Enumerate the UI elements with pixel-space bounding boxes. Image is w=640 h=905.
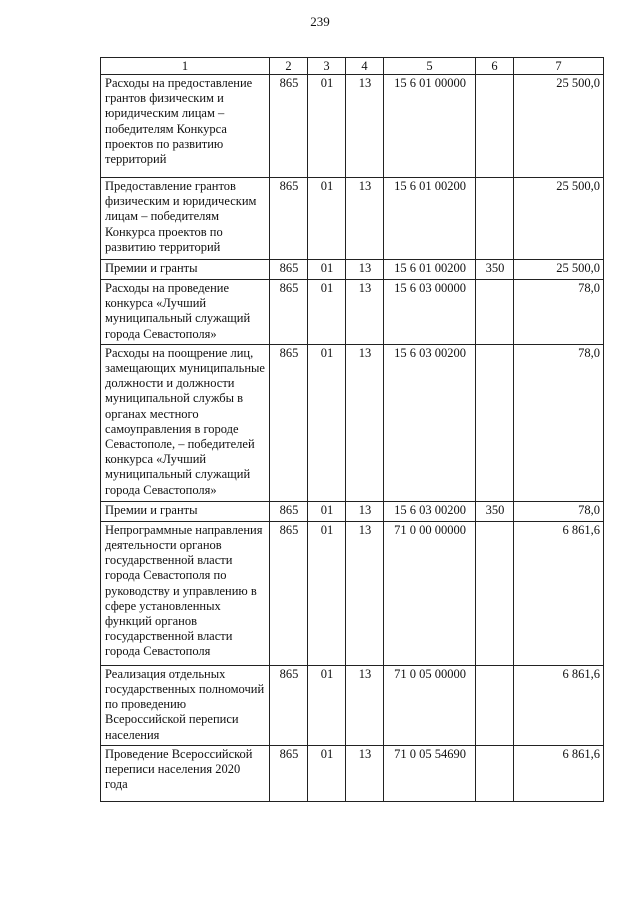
table-row bbox=[101, 280, 604, 345]
row-section-cell: 01 bbox=[308, 280, 346, 345]
header-cell: 6 bbox=[476, 58, 514, 75]
row-name-cell: Премии и гранты bbox=[101, 501, 270, 521]
row-type-cell bbox=[476, 665, 514, 745]
header-cell: 5 bbox=[384, 58, 476, 75]
row-name-cell: Расходы на предоставление грантов физическим и юридическим лицам – победителям Конкурса проектов по развитию территорий bbox=[101, 75, 270, 178]
row-section-cell: 01 bbox=[308, 745, 346, 801]
row-type-cell bbox=[476, 344, 514, 501]
row-code-cell: 865 bbox=[270, 178, 308, 260]
row-section-cell: 01 bbox=[308, 344, 346, 501]
row-type-cell bbox=[476, 745, 514, 801]
table-row bbox=[101, 178, 604, 260]
row-target-cell: 15 6 01 00000 bbox=[384, 75, 476, 178]
header-cell: 7 bbox=[514, 58, 604, 75]
header-cell: 4 bbox=[346, 58, 384, 75]
row-target-cell: 15 6 01 00200 bbox=[384, 260, 476, 280]
row-amount-cell: 25 500,0 bbox=[514, 75, 604, 178]
row-code-cell: 865 bbox=[270, 745, 308, 801]
row-subsection-cell: 13 bbox=[346, 260, 384, 280]
row-section-cell: 01 bbox=[308, 665, 346, 745]
row-section-cell: 01 bbox=[308, 178, 346, 260]
row-code-cell: 865 bbox=[270, 501, 308, 521]
row-subsection-cell: 13 bbox=[346, 501, 384, 521]
row-name-cell: Премии и гранты bbox=[101, 260, 270, 280]
row-amount-cell: 78,0 bbox=[514, 280, 604, 345]
row-code-cell: 865 bbox=[270, 260, 308, 280]
row-code-cell: 865 bbox=[270, 665, 308, 745]
row-target-cell: 15 6 03 00200 bbox=[384, 344, 476, 501]
row-type-cell bbox=[476, 75, 514, 178]
header-cell: 1 bbox=[101, 58, 270, 75]
table-row bbox=[101, 665, 604, 745]
row-name-cell: Расходы на поощрение лиц, замещающих муниципальные должности и должности муниципальной службы в органах местного самоуправления в городе Севастополе, – победителей конкурса «Лучший муниципальный служащий города Севастополя» bbox=[101, 344, 270, 501]
table-row bbox=[101, 344, 604, 501]
row-code-cell: 865 bbox=[270, 280, 308, 345]
row-target-cell: 15 6 03 00000 bbox=[384, 280, 476, 345]
row-amount-cell: 78,0 bbox=[514, 501, 604, 521]
page-number: 239 bbox=[310, 14, 330, 29]
row-name-cell: Расходы на проведение конкурса «Лучший муниципальный служащий города Севастополя» bbox=[101, 280, 270, 345]
row-subsection-cell: 13 bbox=[346, 521, 384, 665]
row-type-cell: 350 bbox=[476, 260, 514, 280]
table-row bbox=[101, 745, 604, 801]
table-row bbox=[101, 521, 604, 665]
row-name-cell: Предоставление грантов физическим и юридическим лицам – победителям Конкурса проектов по развитию территорий bbox=[101, 178, 270, 260]
row-type-cell bbox=[476, 521, 514, 665]
table-row bbox=[101, 501, 604, 521]
row-name-cell: Проведение Всероссийской переписи населения 2020 года bbox=[101, 745, 270, 801]
row-amount-cell: 6 861,6 bbox=[514, 745, 604, 801]
header-cell: 3 bbox=[308, 58, 346, 75]
row-subsection-cell: 13 bbox=[346, 178, 384, 260]
row-target-cell: 71 0 00 00000 bbox=[384, 521, 476, 665]
row-subsection-cell: 13 bbox=[346, 745, 384, 801]
row-code-cell: 865 bbox=[270, 75, 308, 178]
row-section-cell: 01 bbox=[308, 260, 346, 280]
table-row bbox=[101, 75, 604, 178]
row-target-cell: 71 0 05 54690 bbox=[384, 745, 476, 801]
row-target-cell: 15 6 03 00200 bbox=[384, 501, 476, 521]
row-amount-cell: 6 861,6 bbox=[514, 521, 604, 665]
row-section-cell: 01 bbox=[308, 75, 346, 178]
row-code-cell: 865 bbox=[270, 521, 308, 665]
row-subsection-cell: 13 bbox=[346, 280, 384, 345]
row-amount-cell: 6 861,6 bbox=[514, 665, 604, 745]
row-type-cell: 350 bbox=[476, 501, 514, 521]
header-cell: 2 bbox=[270, 58, 308, 75]
row-subsection-cell: 13 bbox=[346, 665, 384, 745]
header-row bbox=[101, 58, 604, 75]
row-amount-cell: 78,0 bbox=[514, 344, 604, 501]
row-subsection-cell: 13 bbox=[346, 344, 384, 501]
row-target-cell: 15 6 01 00200 bbox=[384, 178, 476, 260]
row-target-cell: 71 0 05 00000 bbox=[384, 665, 476, 745]
row-section-cell: 01 bbox=[308, 501, 346, 521]
row-amount-cell: 25 500,0 bbox=[514, 178, 604, 260]
table-row bbox=[101, 260, 604, 280]
row-section-cell: 01 bbox=[308, 521, 346, 665]
row-name-cell: Непрограммные направления деятельности органов государственной власти города Севастополя по руководству и управлению в сфере установленных функций органов государственной власти города Севастополя bbox=[101, 521, 270, 665]
row-amount-cell: 25 500,0 bbox=[514, 260, 604, 280]
row-code-cell: 865 bbox=[270, 344, 308, 501]
row-type-cell bbox=[476, 280, 514, 345]
row-type-cell bbox=[476, 178, 514, 260]
row-name-cell: Реализация отдельных государственных полномочий по проведению Всероссийской переписи населения bbox=[101, 665, 270, 745]
row-subsection-cell: 13 bbox=[346, 75, 384, 178]
budget-table bbox=[100, 57, 604, 802]
